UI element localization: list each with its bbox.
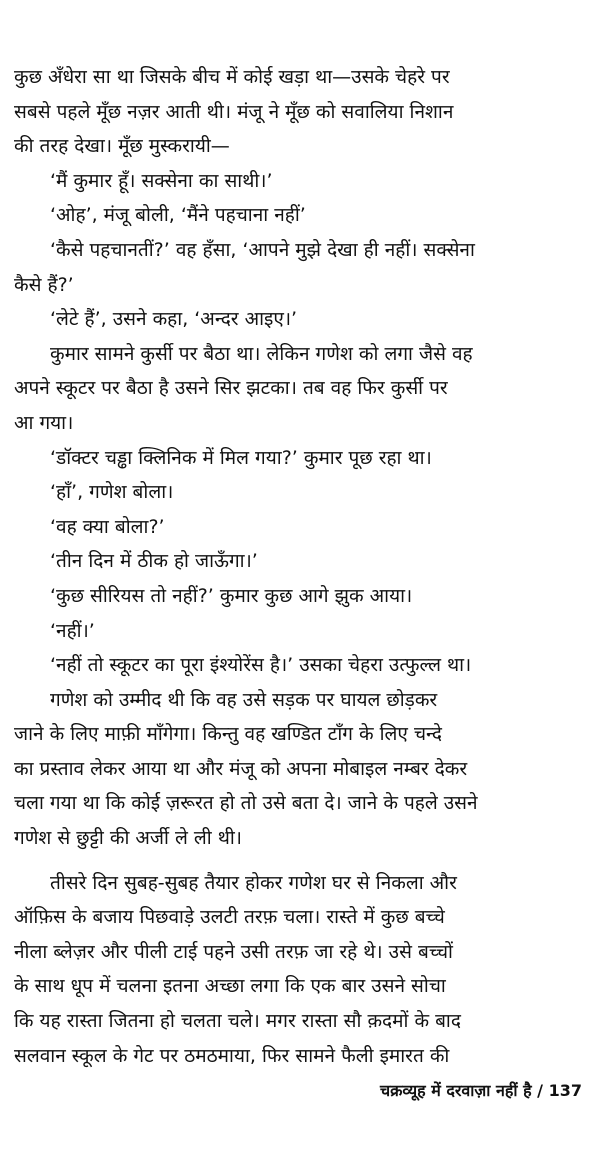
footer-separator: / [531, 1081, 549, 1100]
paragraph [14, 198, 582, 233]
text-line: गणेश को उम्मीद थी कि वह उसे सड़क पर घायल छोड़कर [50, 688, 438, 711]
page-number: 137 [548, 1081, 582, 1100]
text-line: सबसे पहले मूँछ नज़र आती थी। मंजू ने मूँछ को सवालिया निशान [14, 100, 454, 123]
running-title: चक्रव्यूह में दरवाज़ा नहीं है [379, 1081, 532, 1100]
text-line: ‘वह क्या बोला?’ [50, 515, 165, 538]
text-line: की तरह देखा। मूँछ मुस्करायी— [14, 135, 230, 158]
text-line: ‘कुछ सीरियस तो नहीं?’ कुमार कुछ आगे झुक आया। [50, 584, 413, 607]
body-text [14, 60, 582, 1073]
paragraph [14, 544, 582, 579]
paragraph [14, 337, 582, 441]
paragraph [14, 164, 582, 199]
text-line: ‘तीन दिन में ठीक हो जाऊँगा।’ [50, 550, 258, 573]
text-line: के साथ धूप में चलना इतना अच्छा लगा कि एक बार उसने सोचा [14, 975, 446, 998]
text-line: तीसरे दिन सुबह-सुबह तैयार होकर गणेश घर से निकला और [50, 871, 457, 894]
text-line: कि यह रास्ता जितना हो चलता चले। मगर रास्ता सौ क़दमों के बाद [14, 1010, 461, 1033]
paragraph [14, 233, 582, 302]
text-line: ‘हाँ’, गणेश बोला। [50, 481, 174, 504]
paragraph [14, 510, 582, 545]
text-line: कैसे हैं?’ [14, 273, 74, 296]
text-line: कुछ अँधेरा सा था जिसके बीच में कोई खड़ा था—उसके चेहरे पर [14, 66, 450, 88]
text-line: कुमार सामने कुर्सी पर बैठा था। लेकिन गणेश को लगा जैसे वह [50, 342, 473, 365]
paragraph [14, 441, 582, 476]
text-line: ‘नहीं।’ [50, 619, 95, 642]
page-footer [380, 1079, 582, 1103]
text-line: ‘मैं कुमार हूँ। सक्सेना का साथी।’ [50, 169, 273, 192]
paragraph [14, 579, 582, 614]
text-line: जाने के लिए माफ़ी माँगेगा। किन्तु वह खण्डित टाँग के लिए चन्दे [14, 723, 443, 746]
paragraph [14, 60, 582, 164]
paragraph [14, 614, 582, 649]
text-line: आ गया। [14, 411, 74, 434]
paragraph [14, 866, 582, 1074]
text-line: ‘लेटे हैं’, उसने कहा, ‘अन्दर आइए।’ [50, 308, 298, 331]
text-line: ऑफ़िस के बजाय पिछवाड़े उलटी तरफ़ चला। रास्ते में कुछ बच्चे [14, 906, 445, 929]
text-line: ‘ओह’, मंजू बोली, ‘मैंने पहचाना नहीं’ [50, 204, 306, 227]
text-line: का प्रस्ताव लेकर आया था और मंजू को अपना मोबाइल नम्बर देकर [14, 757, 468, 780]
paragraph [14, 648, 582, 683]
text-line: नीला ब्लेज़र और पीली टाई पहने उसी तरफ़ जा रहे थे। उसे बच्चों [14, 940, 453, 963]
text-line: सलवान स्कूल के गेट पर ठमठमाया, फिर सामने फैली इमारत की [14, 1044, 450, 1067]
paragraph [14, 302, 582, 337]
text-line: ‘नहीं तो स्कूटर का पूरा इंश्योरेंस है।’ उसका चेहरा उत्फुल्ल था। [50, 654, 472, 677]
text-line: चला गया था कि कोई ज़रूरत हो तो उसे बता दे। जाने के पहले उसने [14, 792, 478, 815]
paragraph [14, 475, 582, 510]
text-line: ‘डॉक्टर चड्ढा क्लिनिक में मिल गया?’ कुमार पूछ रहा था। [50, 446, 432, 469]
text-line: गणेश से छुट्टी की अर्जी ले ली थी। [14, 827, 243, 850]
text-line: ‘कैसे पहचानतीं?’ वह हँसा, ‘आपने मुझे देखा ही नहीं। सक्सेना [50, 238, 475, 261]
text-line: अपने स्कूटर पर बैठा है उसने सिर झटका। तब वह फिर कुर्सी पर [14, 377, 448, 400]
paragraph [14, 683, 582, 856]
